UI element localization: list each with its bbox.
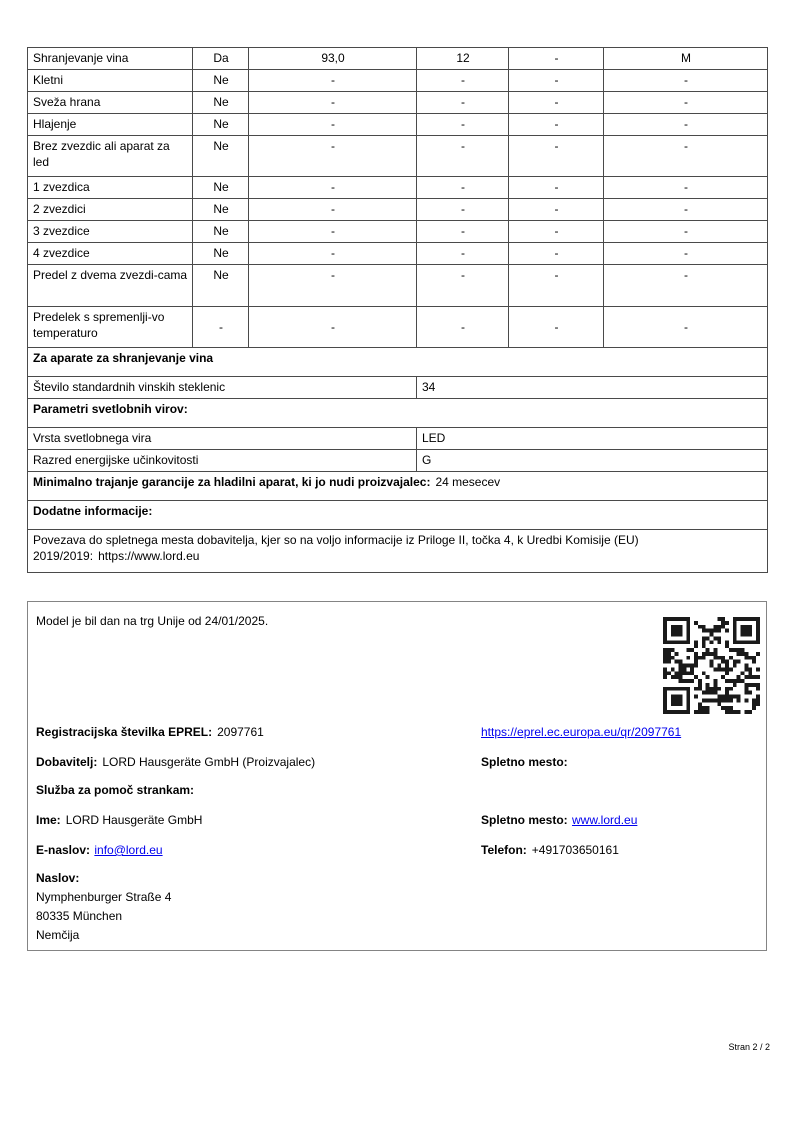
- row-label: Predel z dvema zvezdi-cama: [28, 265, 193, 307]
- eprel-value: 2097761: [217, 725, 264, 739]
- cell-value: Ne: [193, 243, 249, 265]
- address-line-3: Nemčija: [36, 928, 80, 942]
- website1-line: [481, 755, 568, 769]
- row-label: Razred energijske učinkovitosti: [28, 450, 417, 472]
- qr-code: [663, 617, 760, 714]
- name-value: LORD Hausgeräte GmbH: [65, 813, 203, 827]
- cell-value: -: [509, 199, 604, 221]
- cell-value: 12: [417, 48, 509, 70]
- table-row: [28, 265, 768, 307]
- cell-value: -: [604, 307, 768, 348]
- cell-value: 93,0: [249, 48, 417, 70]
- cell-value: -: [604, 114, 768, 136]
- address-line-1: Nymphenburger Straße 4: [36, 890, 172, 904]
- row-label: Sveža hrana: [28, 92, 193, 114]
- product-fiche-table: [27, 47, 768, 573]
- cell-value: Ne: [193, 70, 249, 92]
- cell-value: -: [509, 307, 604, 348]
- cell-value: -: [417, 136, 509, 177]
- row-label: Shranjevanje vina: [28, 48, 193, 70]
- cell-value: -: [249, 221, 417, 243]
- eprel-link-line: [481, 725, 681, 739]
- cell-value: Ne: [193, 92, 249, 114]
- cell-value: -: [417, 199, 509, 221]
- email-link[interactable]: info@lord.eu: [94, 843, 163, 857]
- service-header: Služba za pomoč strankam:: [36, 783, 195, 797]
- cell-value: 34: [417, 377, 768, 399]
- table-row: [28, 243, 768, 265]
- address-label: Naslov:: [36, 871, 80, 885]
- market-date-text: Model je bil dan na trg Unije od 24/01/2025.: [36, 614, 269, 628]
- cell-value: -: [249, 92, 417, 114]
- row-label: 2 zvezdici: [28, 199, 193, 221]
- website2-line: [481, 813, 637, 827]
- table-row: [28, 450, 768, 472]
- email-label: E-naslov:: [36, 843, 91, 857]
- additional-info-header: Dodatne informacije:: [28, 501, 768, 530]
- table-row: [28, 92, 768, 114]
- section-header-row: [28, 399, 768, 428]
- cell-value: -: [249, 70, 417, 92]
- eprel-link[interactable]: https://eprel.ec.europa.eu/qr/2097761: [481, 725, 682, 739]
- cell-value: Ne: [193, 265, 249, 307]
- cell-value: Ne: [193, 177, 249, 199]
- supplier-label: Dobavitelj:: [36, 755, 98, 769]
- cell-value: -: [604, 92, 768, 114]
- phone-label: Telefon:: [481, 843, 527, 857]
- address-line-2: 80335 München: [36, 909, 123, 923]
- supplier-link-url: https://www.lord.eu: [98, 549, 200, 564]
- cell-value: -: [509, 243, 604, 265]
- supplier-line: [36, 755, 315, 769]
- cell-value: -: [249, 177, 417, 199]
- email-line: [36, 843, 163, 857]
- cell-value: -: [604, 243, 768, 265]
- cell-value: LED: [417, 428, 768, 450]
- supplier-link-text: Povezava do spletnega mesta dobavitelja, kjer so na voljo informacije iz Priloge II, točka 4, k Uredbi Komisije (EU) 2019/2019:: [33, 533, 639, 564]
- name-line: [36, 813, 202, 827]
- supplier-link-cell: [28, 530, 768, 573]
- cell-value: -: [249, 136, 417, 177]
- cell-value: -: [417, 265, 509, 307]
- table-row: [28, 377, 768, 399]
- cell-value: -: [604, 221, 768, 243]
- cell-value: -: [604, 177, 768, 199]
- cell-value: -: [249, 307, 417, 348]
- light-section-header: Parametri svetlobnih virov:: [28, 399, 768, 428]
- row-label: 3 zvezdice: [28, 221, 193, 243]
- cell-value: -: [604, 199, 768, 221]
- cell-value: -: [509, 136, 604, 177]
- table-row: [28, 114, 768, 136]
- supplier-value: LORD Hausgeräte GmbH (Proizvajalec): [102, 755, 316, 769]
- website2-link[interactable]: www.lord.eu: [572, 813, 638, 827]
- table-row: [28, 221, 768, 243]
- section-header-row: [28, 348, 768, 377]
- phone-line: [481, 843, 619, 857]
- name-label: Ime:: [36, 813, 61, 827]
- wine-section-header: Za aparate za shranjevanje vina: [28, 348, 768, 377]
- table-row: [28, 136, 768, 177]
- warranty-cell: [28, 472, 768, 501]
- warranty-value: 24 mesecev: [435, 475, 501, 489]
- table-row: [28, 177, 768, 199]
- cell-value: Da: [193, 48, 249, 70]
- cell-value: -: [509, 70, 604, 92]
- cell-value: -: [604, 70, 768, 92]
- cell-value: -: [249, 114, 417, 136]
- cell-value: -: [417, 114, 509, 136]
- cell-value: -: [417, 221, 509, 243]
- cell-value: -: [604, 265, 768, 307]
- table-row: [28, 199, 768, 221]
- eprel-label: Registracijska številka EPREL:: [36, 725, 213, 739]
- table-row: [28, 70, 768, 92]
- cell-value: -: [417, 92, 509, 114]
- cell-value: -: [249, 243, 417, 265]
- table-row: [28, 307, 768, 348]
- row-label: 1 zvezdica: [28, 177, 193, 199]
- row-label: 4 zvezdice: [28, 243, 193, 265]
- warranty-row: [28, 472, 768, 501]
- row-label: Kletni: [28, 70, 193, 92]
- cell-value: -: [509, 177, 604, 199]
- eprel-number-line: [36, 725, 264, 739]
- cell-value: -: [604, 136, 768, 177]
- row-label: Brez zvezdic ali aparat za led: [28, 136, 193, 177]
- cell-value: -: [417, 243, 509, 265]
- cell-value: G: [417, 450, 768, 472]
- service-header-line: [36, 783, 194, 797]
- cell-value: -: [249, 199, 417, 221]
- cell-value: M: [604, 48, 768, 70]
- supplier-link-row: [28, 530, 768, 573]
- cell-value: Ne: [193, 221, 249, 243]
- cell-value: Ne: [193, 199, 249, 221]
- website2-label: Spletno mesto:: [481, 813, 568, 827]
- row-label: Hlajenje: [28, 114, 193, 136]
- cell-value: -: [193, 307, 249, 348]
- section-header-row: [28, 501, 768, 530]
- table-row: [28, 48, 768, 70]
- page-number: Stran 2 / 2: [728, 1042, 770, 1052]
- cell-value: -: [417, 70, 509, 92]
- cell-value: Ne: [193, 114, 249, 136]
- phone-value: +491703650161: [531, 843, 619, 857]
- cell-value: -: [509, 114, 604, 136]
- row-label: Vrsta svetlobnega vira: [28, 428, 417, 450]
- row-label: Predelek s spremenlji-vo temperaturo: [28, 307, 193, 348]
- cell-value: -: [417, 307, 509, 348]
- cell-value: -: [509, 221, 604, 243]
- model-info-box: [27, 601, 767, 951]
- table-row: [28, 428, 768, 450]
- cell-value: -: [509, 265, 604, 307]
- cell-value: Ne: [193, 136, 249, 177]
- cell-value: -: [249, 265, 417, 307]
- cell-value: -: [509, 92, 604, 114]
- warranty-label: Minimalno trajanje garancije za hladilni aparat, ki jo nudi proizvajalec:: [33, 475, 431, 489]
- row-label: Število standardnih vinskih steklenic: [28, 377, 417, 399]
- cell-value: -: [509, 48, 604, 70]
- cell-value: -: [417, 177, 509, 199]
- website1-label: Spletno mesto:: [481, 755, 568, 769]
